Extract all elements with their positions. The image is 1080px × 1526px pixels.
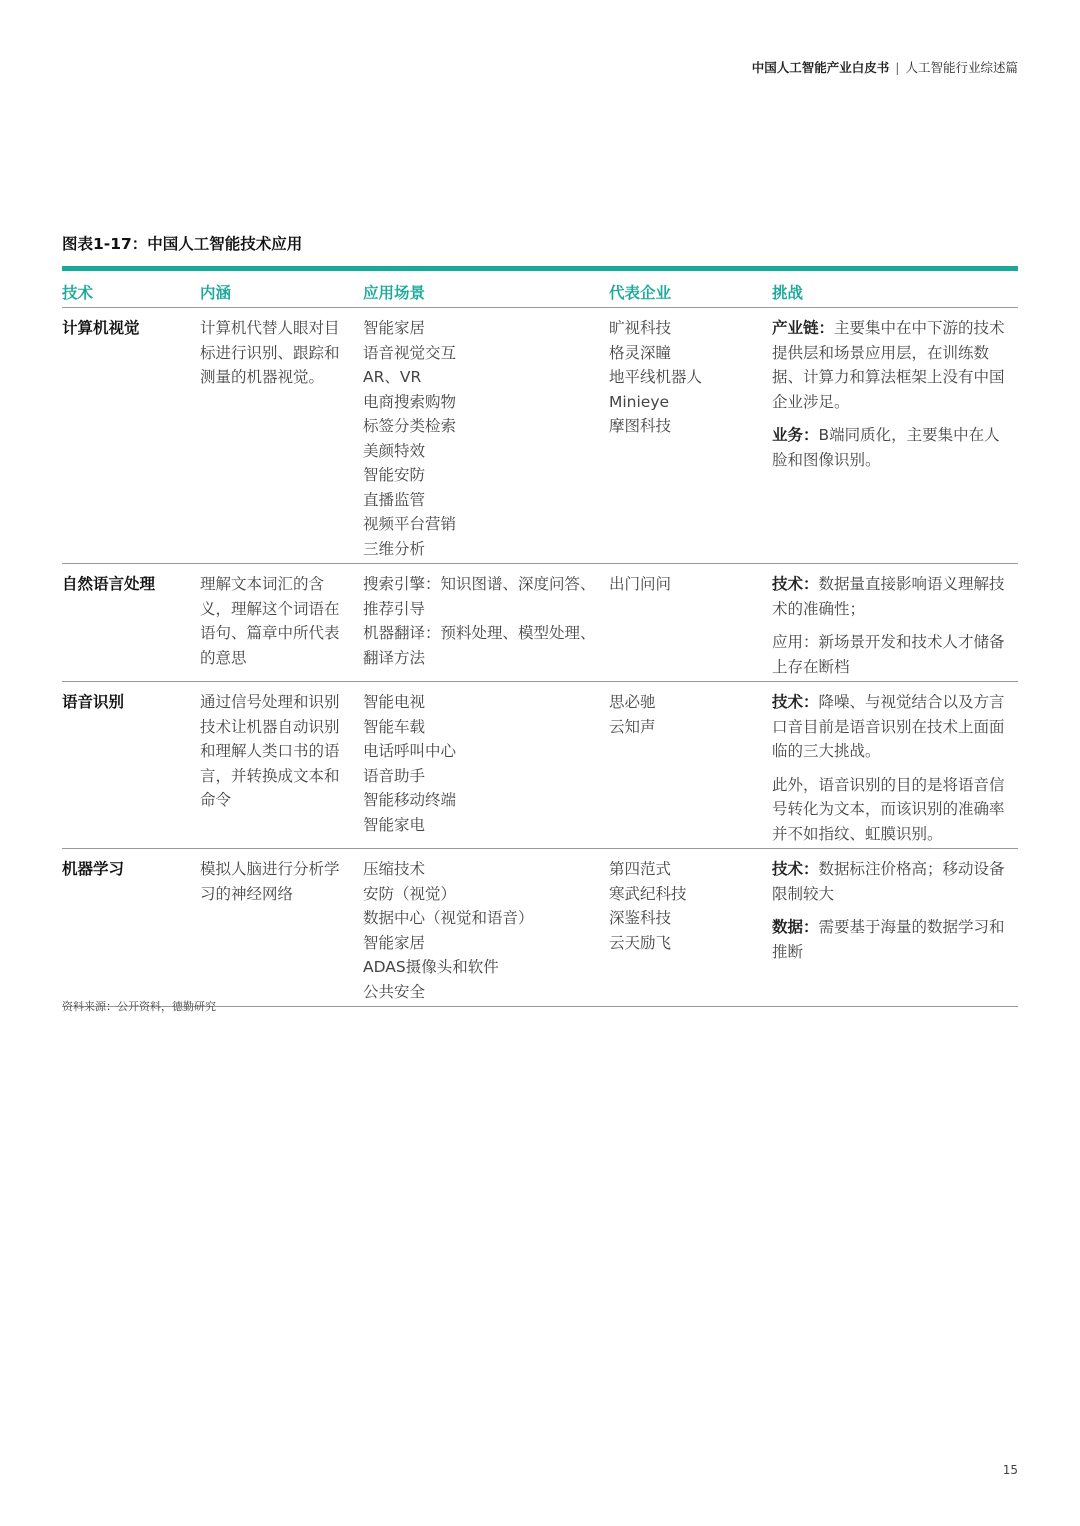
scenario-item: 视频平台营销 — [363, 515, 457, 533]
scenario-item: 智能家电 — [363, 815, 426, 834]
scenario-item: 语音视觉交互 — [363, 343, 457, 362]
table-row — [62, 682, 1018, 849]
cell-tech: 计算机视觉 — [62, 308, 200, 564]
challenge-paragraph — [772, 915, 1008, 964]
challenge-label: 数据： — [772, 918, 819, 936]
cell-meaning: 通过信号处理和识别技术让机器自动识别和理解人类口书的语言，并转换成文本和命令 — [200, 682, 363, 849]
table-row — [62, 308, 1018, 564]
header-separator: | — [895, 59, 900, 75]
challenge-text: 数据量直接影响语义理解技术的准确性； — [772, 575, 1005, 618]
cell-companies — [609, 849, 772, 1007]
challenge-label: 技术： — [772, 860, 819, 878]
scenario-item: ADAS摄像头和软件 — [363, 958, 499, 976]
challenge-paragraph — [772, 423, 1008, 472]
challenge-paragraph — [772, 857, 1008, 906]
company-item: 第四范式 — [609, 860, 672, 878]
challenge-paragraph — [772, 773, 1008, 847]
scenario-item: 美颜特效 — [363, 441, 426, 460]
challenge-paragraph — [772, 316, 1008, 414]
challenge-label: 技术： — [772, 693, 819, 711]
scenario-item: 标签分类检索 — [363, 417, 457, 435]
challenge-label: 技术： — [772, 575, 819, 593]
header-challenges: 挑战 — [772, 271, 1018, 308]
cell-meaning: 模拟人脑进行分析学习的神经网络 — [200, 849, 363, 1007]
cell-scenarios — [363, 308, 609, 564]
cell-tech: 语音识别 — [62, 682, 200, 849]
cell-scenarios — [363, 682, 609, 849]
cell-meaning: 计算机代替人眼对目标进行识别、跟踪和测量的机器视觉。 — [200, 308, 363, 564]
scenario-item: 智能家居 — [363, 933, 426, 952]
header-tech: 技术 — [62, 271, 200, 308]
cell-challenges — [772, 564, 1018, 682]
cell-companies — [609, 308, 772, 564]
scenario-item: 安防（视觉） — [363, 884, 457, 903]
section-title: 人工智能行业综述篇 — [905, 60, 1018, 75]
figure-title: 图表1-17：中国人工智能技术应用 — [62, 235, 303, 253]
source-note: 资料来源：公开资料，德勤研究 — [62, 1000, 216, 1013]
running-header — [752, 58, 1018, 76]
scenario-item: 搜索引擎：知识图谱、深度问答、推荐引导 — [363, 575, 596, 618]
company-item: 格灵深瞳 — [609, 343, 672, 362]
company-item: 寒武纪科技 — [609, 884, 687, 903]
challenge-label: 产业链： — [772, 319, 835, 337]
cell-tech: 自然语言处理 — [62, 564, 200, 682]
scenario-item: 机器翻译：预料处理、模型处理、翻译方法 — [363, 624, 596, 667]
cell-challenges — [772, 849, 1018, 1007]
scenario-item: 智能车载 — [363, 717, 426, 736]
scenario-item: 智能电视 — [363, 693, 426, 711]
cell-scenarios — [363, 564, 609, 682]
challenge-paragraph — [772, 630, 1008, 679]
table — [62, 271, 1018, 1007]
challenge-text: B端同质化，主要集中在人脸和图像识别。 — [772, 426, 1000, 469]
company-item: 地平线机器人 — [609, 368, 703, 386]
scenario-item: 公共安全 — [363, 982, 426, 1001]
scenario-item: 语音助手 — [363, 766, 426, 785]
challenge-text: 主要集中在中下游的技术提供层和场景应用层，在训练数据、计算力和算法框架上没有中国企业涉足。 — [772, 319, 1005, 411]
page-number: 15 — [1002, 1463, 1018, 1477]
scenario-item: 智能家居 — [363, 319, 426, 337]
scenario-item: 智能移动终端 — [363, 791, 457, 809]
challenge-paragraph — [772, 572, 1008, 621]
company-item: 旷视科技 — [609, 319, 672, 337]
table-row — [62, 564, 1018, 682]
scenario-item: 智能安防 — [363, 466, 426, 484]
cell-companies — [609, 564, 772, 682]
header-meaning: 内涵 — [200, 271, 363, 308]
cell-companies — [609, 682, 772, 849]
header-scenarios: 应用场景 — [363, 271, 609, 308]
scenario-item: 电商搜索购物 — [363, 392, 457, 411]
cell-tech: 机器学习 — [62, 849, 200, 1007]
cell-challenges — [772, 682, 1018, 849]
cell-scenarios — [363, 849, 609, 1007]
scenario-item: 三维分析 — [363, 539, 426, 558]
cell-challenges — [772, 308, 1018, 564]
company-item: 云知声 — [609, 717, 656, 736]
table-row — [62, 849, 1018, 1007]
company-item: 思必驰 — [609, 693, 656, 711]
company-item: 摩图科技 — [609, 417, 672, 435]
report-title: 中国人工智能产业白皮书 — [751, 60, 890, 75]
cell-meaning: 理解文本词汇的含义，理解这个词语在语句、篇章中所代表的意思 — [200, 564, 363, 682]
challenge-text: 需要基于海量的数据学习和推断 — [772, 918, 1005, 961]
challenge-text: 数据标注价格高；移动设备限制较大 — [772, 860, 1005, 903]
company-item: Minieye — [609, 392, 670, 411]
challenge-text: 此外，语音识别的目的是将语音信号转化为文本，而该识别的准确率并不如指纹、虹膜识别。 — [772, 775, 1005, 843]
company-item: 出门问问 — [609, 575, 672, 593]
company-item: 云天励飞 — [609, 933, 672, 952]
scenario-item: 压缩技术 — [363, 860, 426, 878]
challenge-paragraph — [772, 690, 1008, 764]
company-item: 深鉴科技 — [609, 909, 672, 927]
challenge-text: 应用：新场景开发和技术人才储备上存在断档 — [772, 633, 1005, 676]
challenge-text: 降噪、与视觉结合以及方言口音目前是语音识别在技术上面面临的三大挑战。 — [772, 693, 1005, 760]
challenge-label: 业务： — [772, 426, 819, 444]
tech-application-table — [62, 266, 1018, 1007]
scenario-item: AR、VR — [363, 368, 422, 386]
scenario-item: 电话呼叫中心 — [363, 742, 457, 760]
scenario-item: 直播监管 — [363, 490, 426, 509]
table-header-row — [62, 271, 1018, 308]
scenario-item: 数据中心（视觉和语音） — [363, 909, 534, 927]
header-companies: 代表企业 — [609, 271, 772, 308]
